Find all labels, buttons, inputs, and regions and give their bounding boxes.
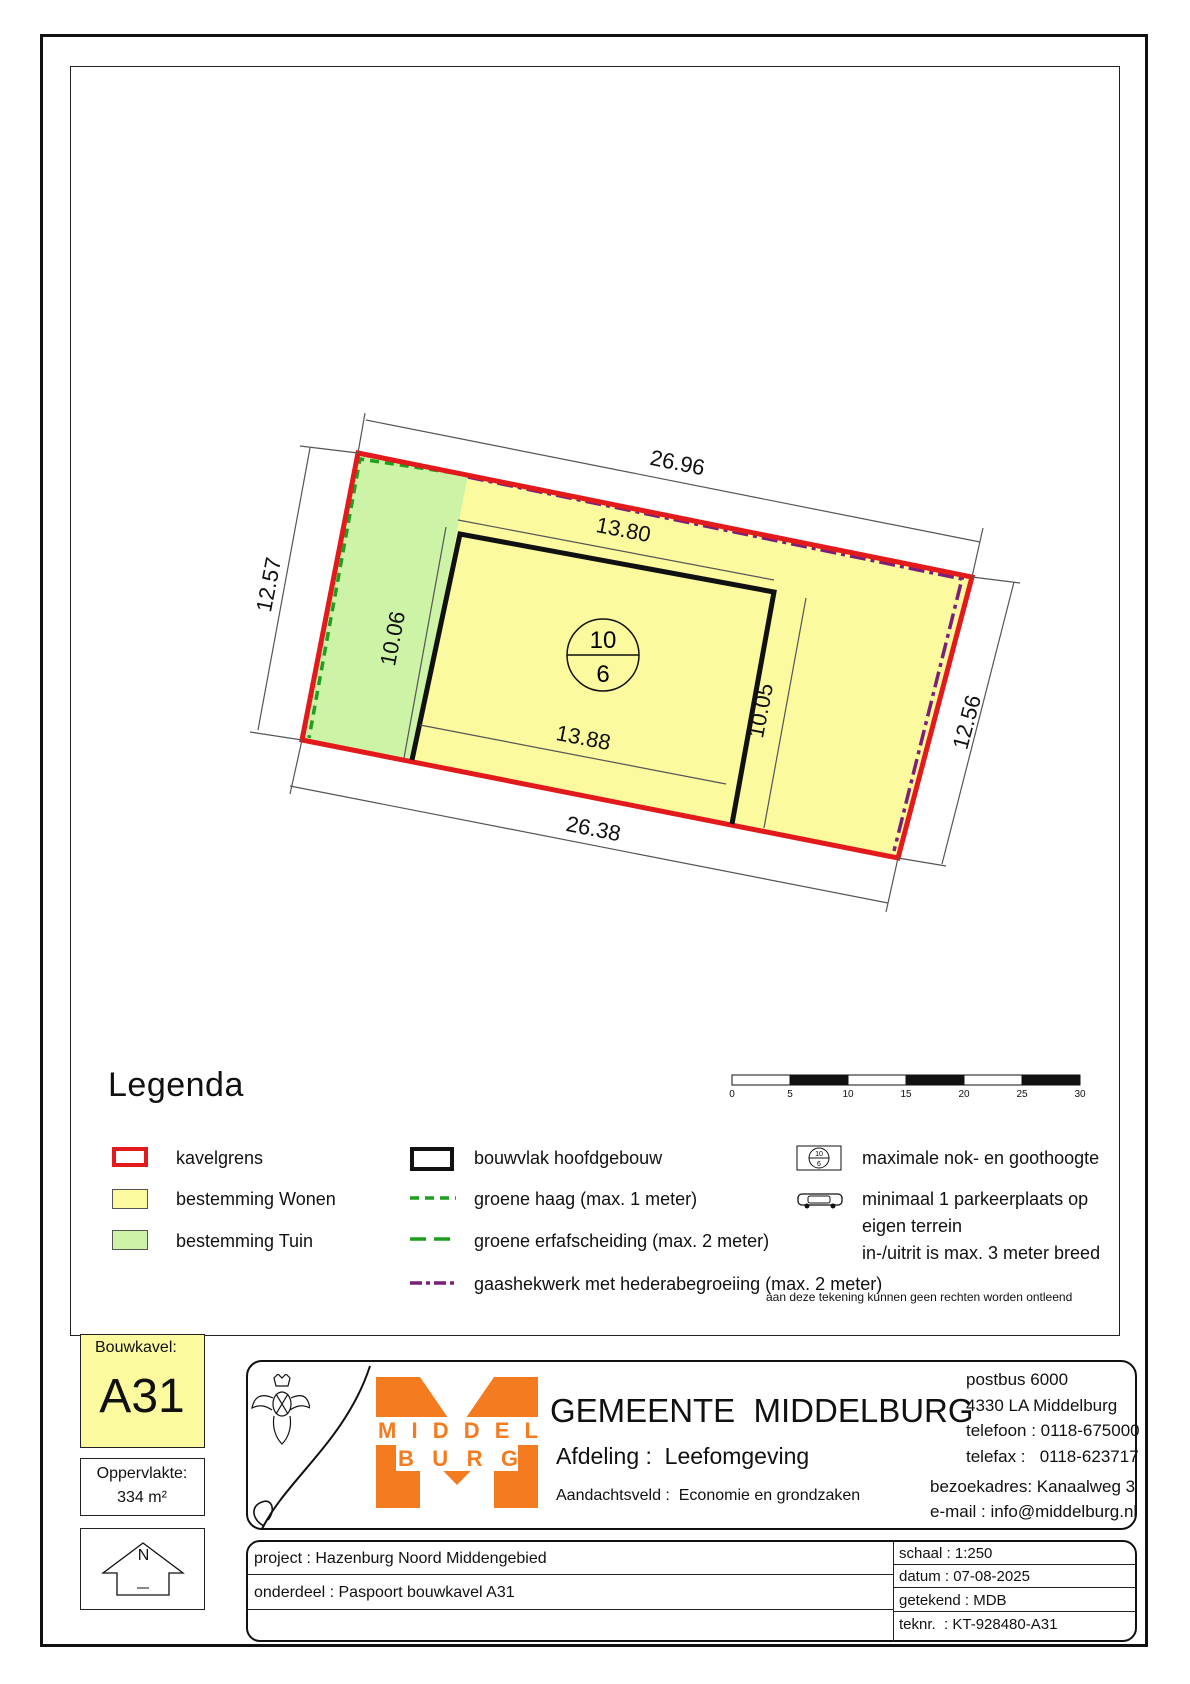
legend-swatch-kavelgrens [112, 1147, 148, 1167]
logo-letter: R [466, 1446, 483, 1471]
legend-title: Legenda [108, 1066, 244, 1104]
scale-tick-0: 0 [729, 1089, 735, 1100]
logo-letter: U [432, 1446, 449, 1471]
logo-letter: B [398, 1446, 414, 1471]
legend-height-goot: 6 [817, 1161, 821, 1168]
email-text: e-mail : info@middelburg.nl [930, 1502, 1138, 1521]
scale-tick-20: 20 [958, 1089, 970, 1100]
telefoon: telefoon : 0118-675000 [966, 1421, 1140, 1440]
legend-tuin: bestemming Tuin [176, 1231, 314, 1251]
dim-building-top: 13.80 [594, 512, 653, 548]
legend-parkeer-2: eigen terrein [862, 1216, 963, 1236]
postbus: postbus 6000 [966, 1370, 1069, 1389]
logo-letter: D [432, 1418, 449, 1443]
teknr: teknr. : KT-928480-A31 [899, 1616, 1058, 1633]
email[interactable] [930, 1502, 1137, 1522]
logo-letter: E [494, 1418, 510, 1443]
scale-tick-25: 25 [1016, 1089, 1028, 1100]
legend-wonen: bestemming Wonen [176, 1189, 336, 1209]
legend-parkeer-1: minimaal 1 parkeerplaats op [862, 1189, 1089, 1209]
legend-swatch-erfafscheiding [410, 1234, 456, 1244]
dim-right: 12.56 [947, 692, 986, 752]
org-name: GEMEENTE MIDDELBURG [550, 1392, 974, 1429]
title-divider [893, 1564, 1137, 1565]
afdeling: Afdeling : Leefomgeving [556, 1443, 810, 1469]
oppervlakte-label: Oppervlakte: [96, 1465, 188, 1482]
scale-bar [732, 1075, 1080, 1085]
logo-letter: I [411, 1418, 418, 1443]
oppervlakte-box [80, 1458, 205, 1516]
coat-of-arms-icon [250, 1374, 310, 1446]
scale-tick-30: 30 [1074, 1089, 1086, 1100]
logo-letter: D [463, 1418, 480, 1443]
legend-kavelgrens: kavelgrens [176, 1148, 264, 1168]
dim-building-bottom: 13.88 [554, 720, 613, 756]
bezoekadres: bezoekadres: Kanaalweg 3 [930, 1477, 1136, 1496]
dim-left: 12.57 [251, 555, 287, 614]
legend-hekwerk: gaashekwerk met hederabegroeiing (max. 2 meter) [474, 1274, 883, 1294]
legend-hoogte: maximale nok- en goothoogte [862, 1148, 1100, 1168]
legend-swatch-wonen [112, 1189, 148, 1209]
dim-bottom: 26.38 [564, 811, 623, 847]
logo-letter: M [378, 1418, 397, 1443]
dim-building-left: 10.06 [375, 609, 411, 668]
bouwkavel-label: Bouwkavel: [95, 1339, 177, 1356]
title-divider [246, 1609, 893, 1610]
logo-text-row-1 [378, 1418, 538, 1444]
title-divider [893, 1611, 1137, 1612]
schaal: schaal : 1:250 [899, 1545, 993, 1562]
height-marker [567, 619, 639, 691]
legend-swatch-tuin [112, 1230, 148, 1250]
datum: datum : 07-08-2025 [899, 1568, 1030, 1585]
legend-bouwvlak: bouwvlak hoofdgebouw [474, 1148, 663, 1168]
scale-tick-15: 15 [900, 1089, 912, 1100]
scale-tick-5: 5 [787, 1089, 793, 1100]
telefax: telefax : 0118-623717 [966, 1447, 1139, 1466]
logo-letter: G [500, 1446, 518, 1471]
car-icon [796, 1188, 844, 1210]
scale-tick-10: 10 [842, 1089, 854, 1100]
getekend: getekend : MDB [899, 1592, 1007, 1609]
project: project : Hazenburg Noord Middengebied [254, 1550, 547, 1567]
title-divider [893, 1587, 1137, 1588]
north-arrow-box [80, 1528, 205, 1610]
onderdeel: onderdeel : Paspoort bouwkavel A31 [254, 1584, 515, 1601]
legend-parkeer-3: in-/uitrit is max. 3 meter breed [862, 1243, 1101, 1263]
bouwkavel-value: A31 [99, 1370, 185, 1423]
disclaimer: aan deze tekening kunnen geen rechten worden ontleend [766, 1290, 1073, 1304]
bouwkavel-box [80, 1334, 205, 1448]
height-nok: 10 [589, 627, 617, 654]
postcode: 4330 LA Middelburg [966, 1396, 1118, 1415]
oppervlakte-value: 334 m² [117, 1489, 167, 1506]
legend-swatch-hekwerk [410, 1278, 456, 1288]
legend-height-icon [796, 1145, 842, 1171]
height-goot: 6 [596, 661, 610, 688]
legend-erfafscheiding: groene erfafscheiding (max. 2 meter) [474, 1231, 770, 1251]
dim-building-right: 10.05 [743, 681, 779, 740]
north-label: N [137, 1547, 150, 1564]
title-divider [246, 1574, 893, 1575]
legend-swatch-bouwvlak [410, 1147, 454, 1171]
legend-swatch-haag [410, 1193, 456, 1203]
legend-haag: groene haag (max. 1 meter) [474, 1189, 698, 1209]
legend-height-nok: 10 [815, 1151, 823, 1158]
dim-top: 26.96 [648, 444, 707, 481]
aandachtsveld: Aandachtsveld : Economie en grondzaken [556, 1487, 861, 1504]
title-divider-vertical [893, 1540, 894, 1642]
logo-letter: L [524, 1418, 538, 1443]
logo-text-row-2 [398, 1446, 518, 1472]
